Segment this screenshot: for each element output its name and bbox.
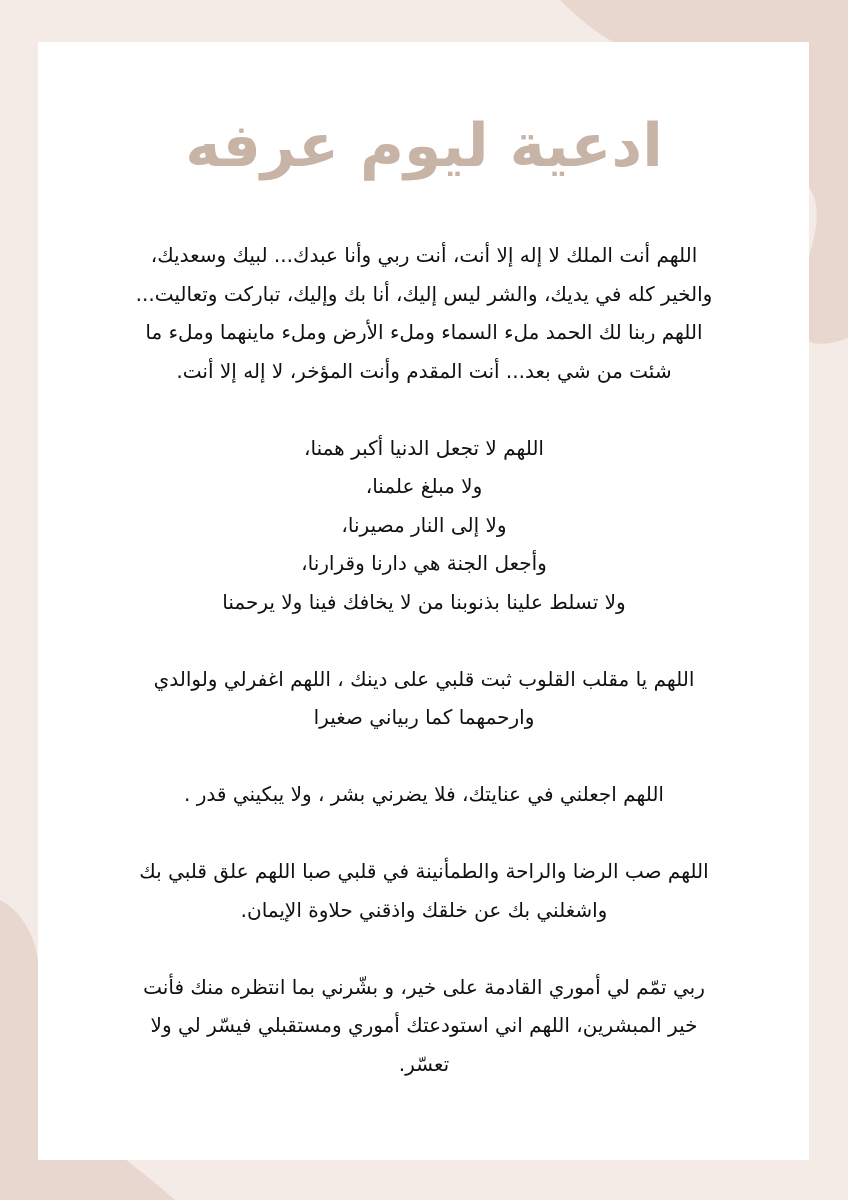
dua-paragraph bbox=[128, 968, 720, 1084]
dua-line: اللهم يا مقلب القلوب ثبت قلبي على دينك ، اللهم اغفرلي ولوالدي وارحمهما كما ربياني صغيرا bbox=[153, 666, 695, 729]
dua-paragraph bbox=[128, 852, 720, 929]
dua-line: ربي تمّم لي أموري القادمة على خير، و بشّرني بما انتظره منك فأنت خير المبشرين، اللهم اني استودعتك أموري ومستقبلي فيسّر لي ولا تعسّر. bbox=[143, 974, 705, 1076]
dua-line: ولا مبلغ علمنا، bbox=[365, 474, 483, 498]
dua-line: اللهم لا تجعل الدنيا أكبر همنا، bbox=[304, 435, 544, 460]
dua-line: ولا إلى النار مصيرنا، bbox=[341, 512, 507, 537]
duas-list bbox=[128, 236, 720, 1083]
dua-paragraph bbox=[128, 429, 720, 622]
dua-paragraph bbox=[128, 236, 720, 390]
dua-paragraph bbox=[128, 660, 720, 737]
dua-line: اللهم أنت الملك لا إله إلا أنت، أنت ربي وأنا عبدك... لبيك وسعديك، والخير كله في يديك، والشر ليس إليك، أنا بك وإليك، تباركت وتعاليت... اللهم ربنا لك الحمد ملء السماء وملء الأرض وملء ماينهما وملء ما شئت من شي بعد... أنت المقدم وأنت المؤخر، لا إله إلا أنت. bbox=[135, 243, 713, 383]
dua-paragraph bbox=[128, 775, 720, 814]
dua-line: اللهم اجعلني في عنايتك، فلا يضرني بشر ، ولا يبكيني قدر . bbox=[184, 782, 664, 806]
dua-line: اللهم صب الرضا والراحة والطمأنينة في قلبي صبا اللهم علق قلبي بك واشغلني بك عن خلقك واذقني حلاوة الإيمان. bbox=[139, 859, 709, 922]
dua-line: ولا تسلط علينا بذنوبنا من لا يخافك فينا ولا يرحمنا bbox=[222, 589, 626, 614]
dua-line: وأجعل الجنة هي دارنا وقرارنا، bbox=[301, 551, 547, 575]
page-title: ادعية ليوم عرفه bbox=[185, 111, 663, 181]
